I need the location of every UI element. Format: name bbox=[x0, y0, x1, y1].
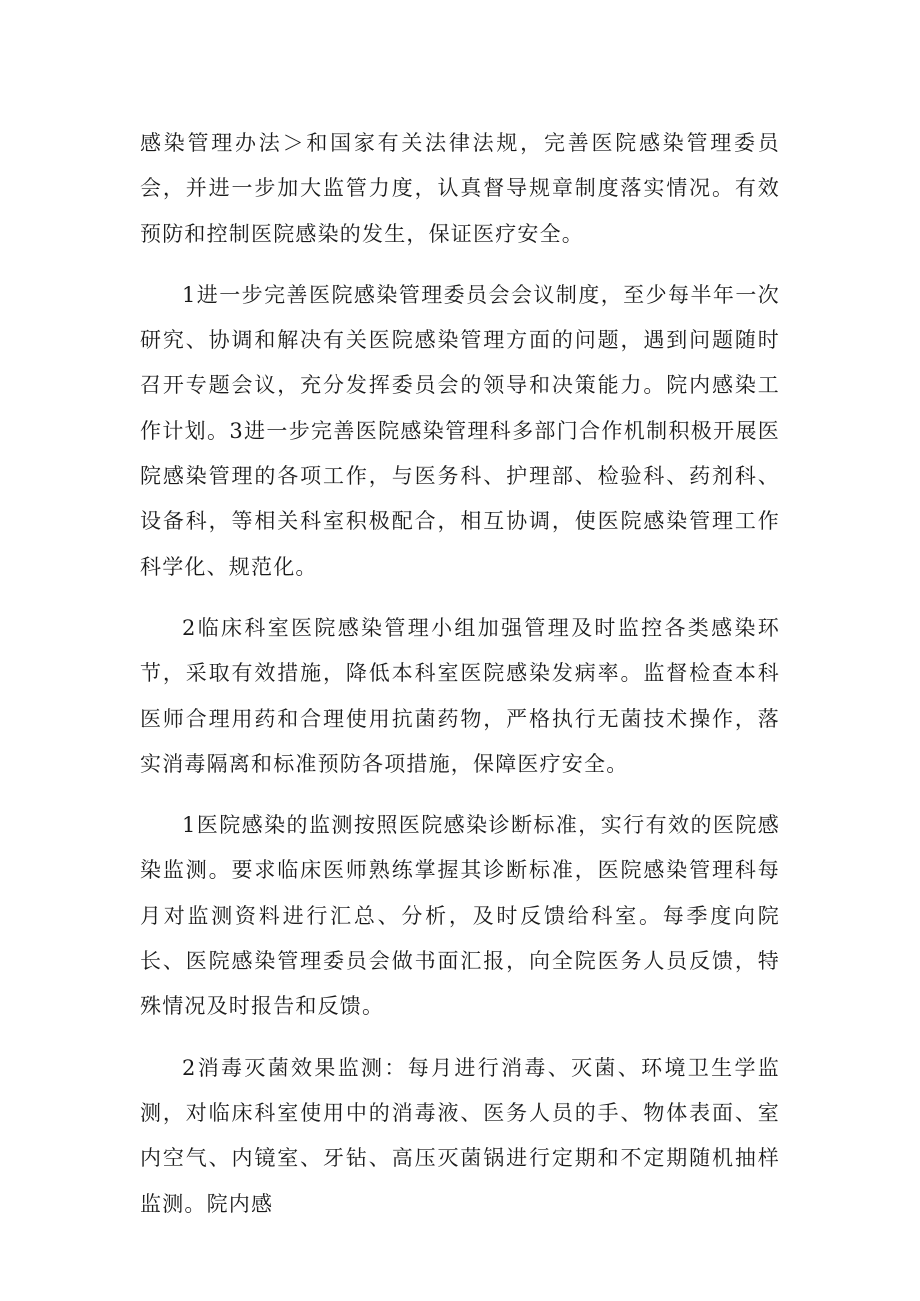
paragraph-5: 2消毒灭菌效果监测：每月进行消毒、灭菌、环境卫生学监测，对临床科室使用中的消毒液、医务人员的手、物体表面、室内空气、内镜室、牙钻、高压灭菌锅进行定期和不定期随机抽样监测。院内感 bbox=[140, 1055, 780, 1216]
paragraph-1: 感染管理办法＞和国家有关法律法规，完善医院感染管理委员会，并进一步加大监管力度，认真督导规章制度落实情况。有效预防和控制医院感染的发生，保证医疗安全。 bbox=[140, 131, 780, 246]
paragraph-3: 2临床科室医院感染管理小组加强管理及时监控各类感染环节，采取有效措施，降低本科室医院感染发病率。监督检查本科医师合理用药和合理使用抗菌药物，严格执行无菌技术操作，落实消毒隔离和标准预防各项措施，保障医疗安全。 bbox=[140, 615, 780, 776]
paragraph-2: 1进一步完善医院感染管理委员会会议制度，至少每半年一次研究、协调和解决有关医院感染管理方面的问题，遇到问题随时召开专题会议，充分发挥委员会的领导和决策能力。院内感染工作计划。3进一步完善医院感染管理科多部门合作机制积极开展医院感染管理的各项工作，与医务科、护理部、检验科、药剂科、设备科，等相关科室积极配合，相互协调，使医院感染管理工作科学化、规范化。 bbox=[140, 282, 780, 579]
paragraph-4: 1医院感染的监测按照医院感染诊断标准，实行有效的医院感染监测。要求临床医师熟练掌握其诊断标准，医院感染管理科每月对监测资料进行汇总、分析，及时反馈给科室。每季度向院长、医院感染管理委员会做书面汇报，向全院医务人员反馈，特殊情况及时报告和反馈。 bbox=[140, 813, 780, 1019]
document-body bbox=[140, 121, 780, 1227]
